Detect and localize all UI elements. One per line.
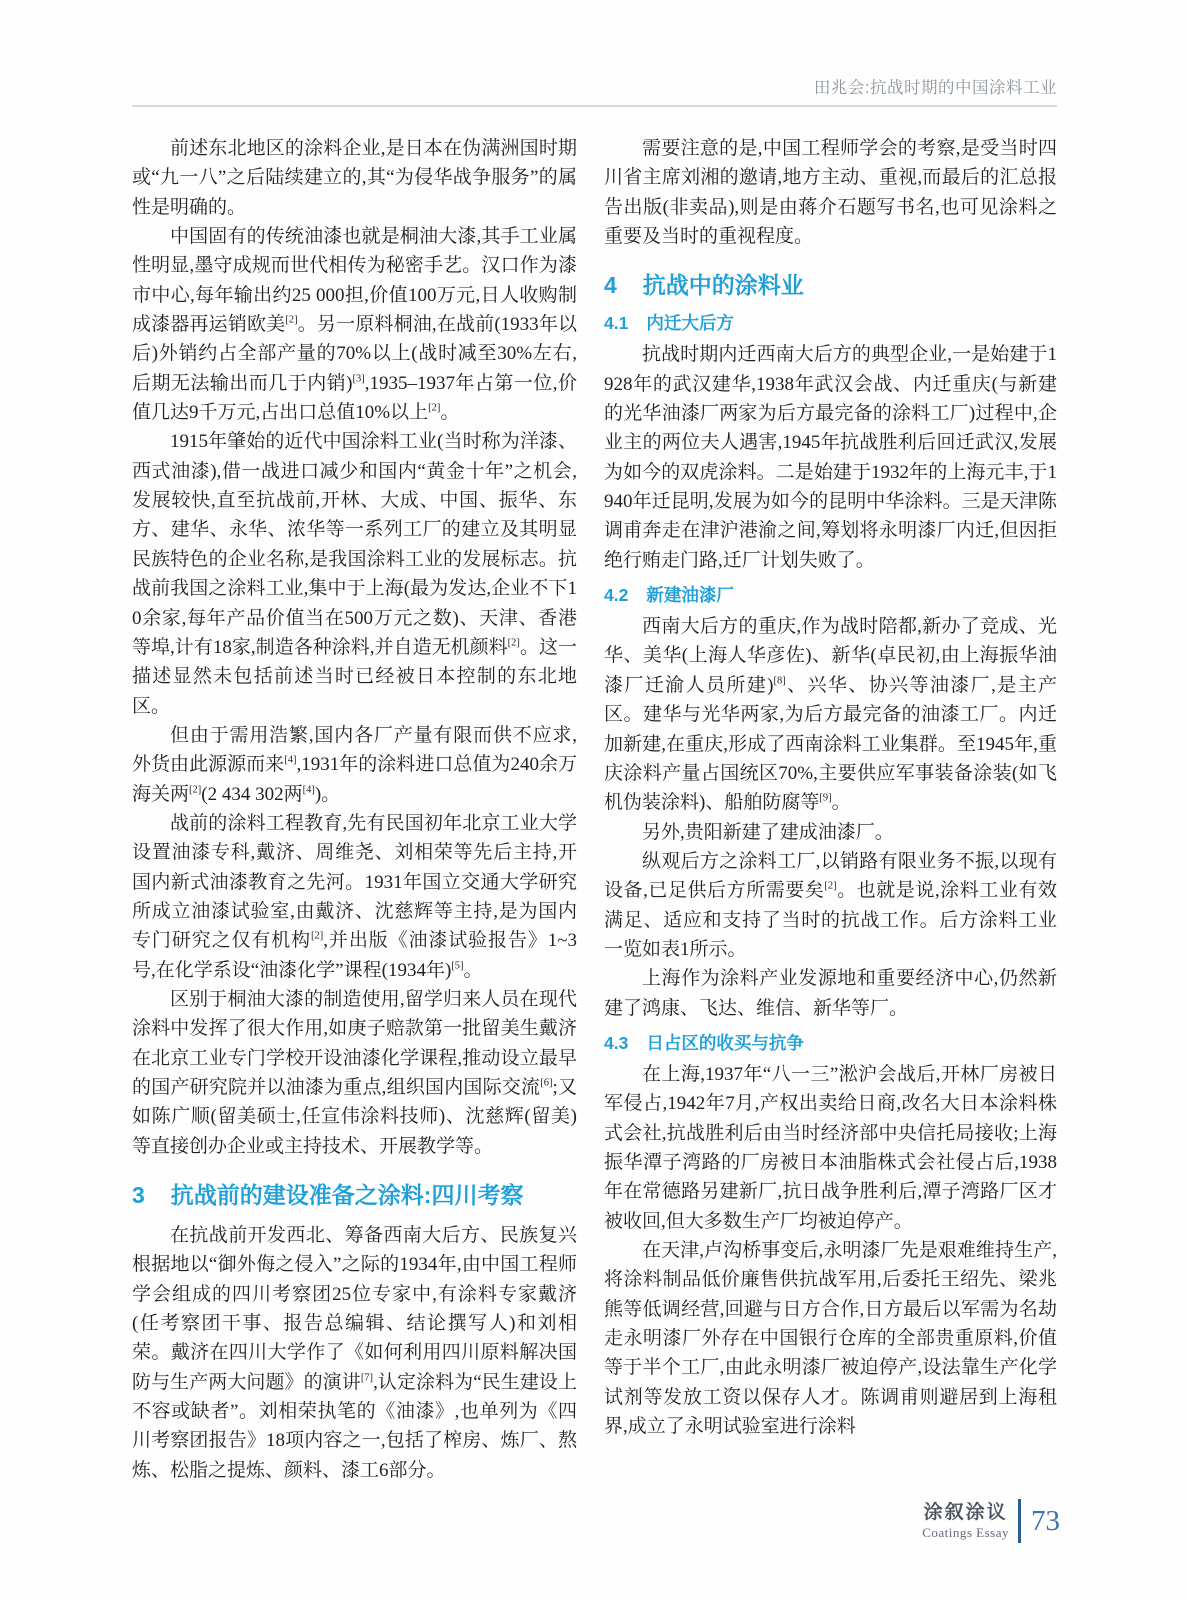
citation-ref: [2] <box>285 314 298 326</box>
paragraph: 在上海,1937年“八一三”淞沪会战后,开林厂房被日军侵占,1942年7月,产权出卖给日商,改名大日本涂料株式会社,抗战胜利后由当时经济部中央信托局接收;上海振华潭子湾路的厂房被日本油脂株式会社侵占后,1938年在常德路另建新厂,抗日战争胜利后,潭子湾路厂区才被收回,但大多数生产厂均被迫停产。 <box>604 1063 1057 1232</box>
paragraph: 西南大后方的重庆,作为战时陪都,新办了竞成、光华、美华(上海人华彦佐)、新华(卓民初,由上海振华油漆厂迁渝人员所建)[8]、兴华、协兴等油漆厂,是主产区。建华与光华两家,为后方最完备的油漆工厂。内迁加新建,在重庆,形成了西南涂料工业集群。至1945年,重庆涂料产量占国统区70%,主要供应军事装备涂装(如飞机伪装涂料)、船舶防腐等[9]。 <box>604 616 1057 814</box>
heading-title: 内迁大后方 <box>646 313 734 334</box>
section-heading <box>132 1180 577 1210</box>
heading-title: 新建油漆厂 <box>646 585 734 606</box>
citation-ref: [4] <box>284 754 297 766</box>
right-text-column <box>604 134 1057 1441</box>
subsection-heading <box>604 311 1057 335</box>
paragraph: 在天津,卢沟桥事变后,永明漆厂先是艰难维持生产,将涂料制品低价廉售供抗战军用,后委托王绍先、梁兆熊等低调经营,回避与日方合作,日方最后以军需为名劫走永明漆厂外存在中国银行仓库的全部贵重原料,价值等于半个工厂,由此永明漆厂被迫停产,设法靠生产化学试剂等发放工资以保存人才。陈调甫则避居到上海租界,成立了永明试验室进行涂料 <box>604 1240 1057 1438</box>
heading-number: 4 <box>604 272 617 299</box>
journal-section-title-en: Coatings Essay <box>922 1525 1009 1540</box>
paragraph: 在抗战前开发西北、筹备西南大后方、民族复兴根据地以“御外侮之侵入”之际的1934年,由中国工程师学会组成的四川考察团25位专家中,有涂料专家戴济(任考察团干事、报告总编辑、结论撰写人)和刘相荣。戴济在四川大学作了《如何利用四川原料解决国防与生产两大问题》的演讲[7],认定涂料为“民生建设上不容或缺者”。刘相荣执笔的《油漆》,也单列为《四川考察团报告》18项内容之一,包括了榨房、炼厂、熬炼、松脂之提炼、颜料、漆工6部分。 <box>132 1225 577 1481</box>
citation-ref: [6] <box>540 1077 553 1089</box>
subsection-heading <box>604 583 1057 607</box>
citation-ref: [2] <box>428 402 441 414</box>
header-rule <box>132 105 1057 107</box>
heading-title: 抗战中的涂料业 <box>642 272 804 299</box>
left-text-column <box>132 134 577 1485</box>
heading-number: 4.2 <box>604 585 629 606</box>
citation-ref: [3] <box>352 373 365 385</box>
citation-ref: [2] <box>507 637 520 649</box>
citation-ref: [2] <box>189 784 202 796</box>
page-footer <box>922 1499 1060 1543</box>
citation-ref: [2] <box>824 880 837 892</box>
paragraph: 战前的涂料工程教育,先有民国初年北京工业大学设置油漆专科,戴济、周维尧、刘相荣等先后主持,开国内新式油漆教育之先河。1931年国立交通大学研究所成立油漆试验室,由戴济、沈慈辉等主持,是为国内专门研究之仅有机构[2],并出版《油漆试验报告》1~3号,在化学系设“油漆化学”课程(1934年)[5]。 <box>132 812 577 981</box>
paragraph: 需要注意的是,中国工程师学会的考察,是受当时四川省主席刘湘的邀请,地方主动、重视,而最后的汇总报告出版(非卖品),则是由蒋介石题写书名,也可见涂料之重要及当时的重视程度。 <box>604 138 1057 248</box>
heading-title: 日占区的收买与抗争 <box>646 1032 804 1053</box>
paragraph: 区别于桐油大漆的制造使用,留学归来人员在现代涂料中发挥了很大作用,如庚子赔款第一批留美生戴济在北京工业专门学校开设油漆化学课程,推动设立最早的国产研究院并以油漆为重点,组织国内国际交流[6];又如陈广顺(留美硕士,任宣伟涂料技师)、沈慈辉(留美)等直接创办企业或主持技术、开展教学等。 <box>132 988 577 1157</box>
citation-ref: [9] <box>819 792 832 804</box>
paragraph: 中国固有的传统油漆也就是桐油大漆,其手工业属性明显,墨守成规而世代相传为秘密手艺。汉口作为漆市中心,每年输出约25 000担,价值100万元,日人收购制成漆器再运销欧美[2]。另一原料桐油,在战前(1933年以后)外销约占全部产量的70%以上(战时减至30%左右,后期无法输出而几于内销)[3],1935–1937年占第一位,价值几达9千万元,占出口总值10%以上[2]。 <box>132 226 577 424</box>
footer-journal-titles <box>922 1501 1009 1541</box>
citation-ref: [5] <box>451 960 464 972</box>
footer-divider-bar <box>1018 1499 1021 1543</box>
paragraph: 但由于需用浩繁,国内各厂产量有限而供不应求,外货由此源源而来[4],1931年的涂料进口总值为240余万海关两[2](2 434 302两[4])。 <box>132 724 577 805</box>
citation-ref: [2] <box>311 930 324 942</box>
heading-title: 抗战前的建设准备之涂料:四川考察 <box>170 1182 524 1209</box>
citation-ref: [8] <box>773 675 786 687</box>
running-header: 田兆会:抗战时期的中国涂料工业 <box>813 79 1057 97</box>
paragraph: 前述东北地区的涂料企业,是日本在伪满洲国时期或“九一八”之后陆续建立的,其“为侵华战争服务”的属性是明确的。 <box>132 138 577 218</box>
journal-section-title-cn: 涂叙涂议 <box>923 1502 1008 1523</box>
paragraph: 另外,贵阳新建了建成油漆厂。 <box>642 821 894 843</box>
heading-number: 4.1 <box>604 313 629 334</box>
paragraph: 上海作为涂料产业发源地和重要经济中心,仍然新建了鸿康、飞达、维信、新华等厂。 <box>604 968 1057 1019</box>
paragraph: 1915年肇始的近代中国涂料工业(当时称为洋漆、西式油漆),借一战进口减少和国内“黄金十年”之机会,发展较快,直至抗战前,开林、大成、中国、振华、东方、建华、永华、浓华等一系列工厂的建立及其明显民族特色的企业名称,是我国涂料工业的发展标志。抗战前我国之涂料工业,集中于上海(最为发达,企业不下10余家,每年产品价值当在500万元之数)、天津、香港等埠,计有18家,制造各种涂料,并自造无机颜料[2]。这一描述显然未包括前述当时已经被日本控制的东北地区。 <box>132 431 577 717</box>
paragraph: 抗战时期内迁西南大后方的典型企业,一是始建于1928年的武汉建华,1938年武汉会战、内迁重庆(与新建的光华油漆厂两家为后方最完备的涂料工厂)过程中,企业主的两位夫人遇害,1945年抗战胜利后回迁武汉,发展为如今的双虎涂料。二是始建于1932年的上海元丰,于1940年迁昆明,发展为如今的昆明中华涂料。三是天津陈调甫奔走在津沪港渝之间,筹划将永明漆厂内迁,但因拒绝行贿走门路,迁厂计划失败了。 <box>604 344 1057 571</box>
citation-ref: [7] <box>360 1372 374 1384</box>
citation-ref: [4] <box>302 784 315 796</box>
heading-number: 4.3 <box>604 1032 629 1053</box>
paragraph: 纵观后方之涂料工厂,以销路有限业务不振,以现有设备,已足供后方所需要矣[2]。也就是说,涂料工业有效满足、适应和支持了当时的抗战工作。后方涂料工业一览如表1所示。 <box>604 850 1057 960</box>
page-number: 73 <box>1031 1505 1060 1537</box>
section-heading <box>604 270 1057 300</box>
subsection-heading <box>604 1031 1057 1055</box>
heading-number: 3 <box>132 1182 145 1209</box>
